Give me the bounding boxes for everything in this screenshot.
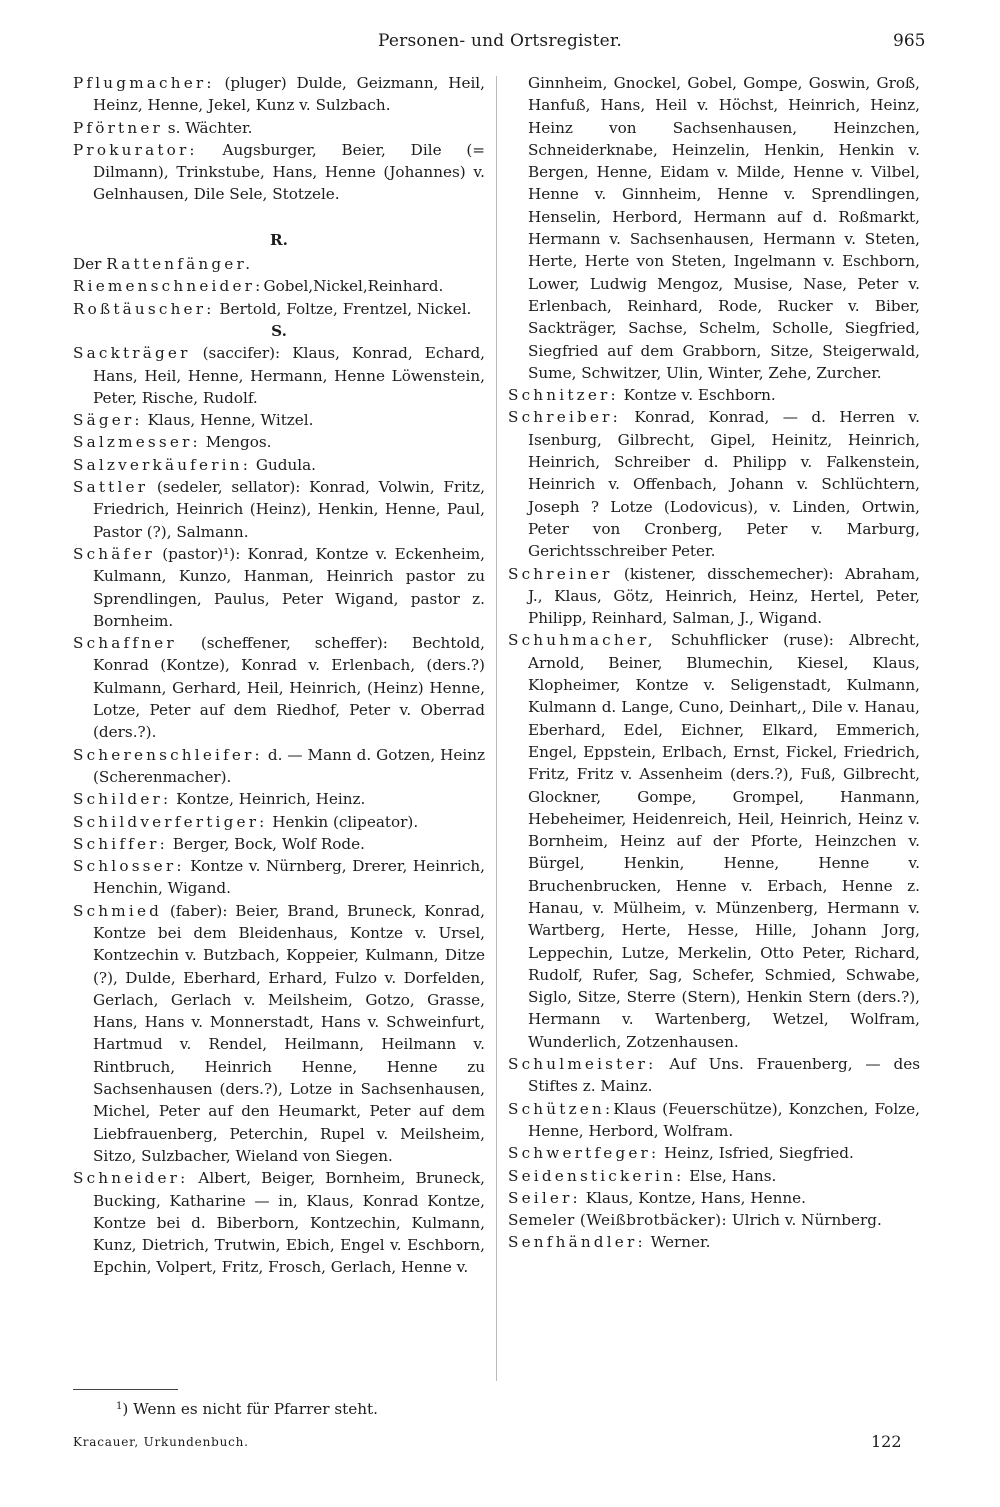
entry-names: (scheffener, scheffer): Bechtold, Konrad (Kontze), Konrad v. Erlenbach, (ders.?) Kulmann, Gerhard, Heil, Heinrich, (Heinz) Henne, Lotze, Peter auf dem Riedhof, Peter v. Oberrad (ders.?). — [93, 634, 485, 742]
footnote-rule — [73, 1389, 178, 1390]
entry-headword: Riemenschneider: — [73, 277, 264, 296]
entry-names: Kontze, Heinrich, Heinz. — [171, 790, 366, 809]
register-entry — [73, 744, 485, 789]
register-entry — [73, 72, 485, 117]
register-entry — [73, 117, 485, 139]
entry-headword: Semeler (Weißbrotbäcker): — [508, 1211, 728, 1230]
entry-headword: Schlosser: — [73, 857, 185, 876]
entry-names: Werner. — [645, 1233, 711, 1252]
entry-names: Albert, Beiger, Bornheim, Bruneck, Bucking, Katharine — in, Klaus, Konrad Kontze, Kontze bei d. Biberborn, Kontzechin, Kulmann, Kunz, Dietrich, Trutwin, Ebich, Engel v. Eschborn, Epchin, Volpert, Fritz, Frosch, Gerlach, Henne v. — [93, 1169, 485, 1277]
entry-headword: Rattenfänger. — [106, 255, 254, 274]
register-entry — [73, 139, 485, 206]
entry-names: Berger, Bock, Wolf Rode. — [167, 834, 365, 853]
entry-headword: Seiler: — [508, 1188, 581, 1207]
entry-headword: Schwertfeger: — [508, 1144, 660, 1163]
register-entry — [508, 1165, 920, 1187]
entry-headword: Seidenstickerin: — [508, 1166, 685, 1185]
entry-names: Gobel,Nickel,Reinhard. — [263, 277, 444, 296]
entry-headword: Schildverfertiger: — [73, 812, 268, 831]
entry-headword: Schreiner — [508, 564, 613, 583]
entry-names: (faber): Beier, Brand, Bruneck, Konrad, Kontze bei dem Bleidenhaus, Kontze v. Ursel, Kontzechin v. Butzbach, Koppeier, Kulmann, Ditze (?), Dulde, Eberhard, Erhard, Fulzo v. Dorfelden, Gerlach, Gerlach v. Meilsheim, Gotzo, Grasse, Hans, Hans v. Monnerstadt, Hans v. Schweinfurt, Hartmud v. Rendel, Heilmann, Heilmann v. Rintbruch, Heinrich Henne, Henne zu Sachsenhausen (ders.?), Lotze in Sachsenhausen, Michel, Peter auf den Heumarkt, Peter auf dem Liebfrauenberg, Peterchin, Rupel v. Meilsheim, Sitzo, Sulzbacher, Wieland von Siegen. — [93, 901, 485, 1165]
footnote-text: ) Wenn es nicht für Pfarrer steht. — [122, 1400, 378, 1418]
entry-names: Bertold, Foltze, Frentzel, Nickel. — [214, 299, 472, 318]
entry-headword: Salzmesser: — [73, 433, 201, 452]
entry-headword: Sackträger — [73, 344, 191, 363]
register-entry — [508, 563, 920, 630]
entry-names: Kontze v. Nürnberg, Drerer, Heinrich, Henchin, Wigand. — [93, 857, 485, 898]
register-entry — [73, 632, 485, 743]
entry-names: Henkin (clipeator). — [267, 812, 419, 831]
register-entry — [508, 1209, 920, 1231]
entry-headword: Schiffer: — [73, 834, 168, 853]
entry-names: Else, Hans. — [684, 1166, 777, 1185]
entry-headword: Senfhändler: — [508, 1233, 646, 1252]
footer-sheet-number: 122 — [871, 1432, 902, 1451]
entry-names: Ulrich v. Nürnberg. — [727, 1211, 882, 1230]
footer-source: Kracauer, Urkundenbuch. — [73, 1435, 249, 1449]
entry-names: Klaus (Feuerschütze), Konzchen, Folze, Henne, Herbord, Wolfram. — [528, 1099, 920, 1140]
entry-prefix: Der — [73, 255, 107, 274]
entry-headword: Schmied — [73, 901, 163, 920]
column-divider — [496, 76, 497, 1381]
entry-names: (pastor)¹): Konrad, Kontze v. Eckenheim, Kulmann, Kunzo, Hanman, Heinrich pastor zu Sprendlingen, Paulus, Peter Wigand, pastor z. Bornheim. — [93, 544, 485, 630]
register-entry — [73, 454, 485, 476]
entry-headword: Säger: — [73, 411, 143, 430]
entry-headword: Roßtäuscher: — [73, 299, 215, 318]
register-entry — [73, 342, 485, 409]
register-entry — [73, 900, 485, 1168]
entry-names: (kistener, disschemecher): Abraham, J., Klaus, Götz, Heinrich, Heinz, Hertel, Peter, Philipp, Reinhard, Salman, J., Wigand. — [528, 564, 920, 628]
entry-headword: Schaffner — [73, 634, 177, 653]
register-entry — [73, 833, 485, 855]
entry-names: Mengos. — [200, 433, 272, 452]
register-entry — [508, 406, 920, 562]
footnote-mark: 1 — [116, 1401, 123, 1412]
entry-names: Klaus, Kontze, Hans, Henne. — [580, 1188, 806, 1207]
section-letter: S. — [271, 321, 287, 340]
register-column-left — [73, 72, 485, 1279]
entry-headword: Prokurator: — [73, 140, 198, 159]
register-entry — [508, 1187, 920, 1209]
register-entry — [73, 543, 485, 632]
entry-headword: Pflugmacher: — [73, 74, 215, 92]
entry-headword: Schilder: — [73, 790, 172, 809]
entry-headword: Schulmeister: — [508, 1055, 657, 1074]
entry-names: s. Wächter. — [162, 118, 253, 137]
register-entry — [508, 1142, 920, 1164]
entry-names: Ginnheim, Gnockel, Gobel, Gompe, Goswin, Groß, Hanfuß, Hans, Heil v. Höchst, Heinrich, Heinz, Heinz von Sachsenhausen, Heinzchen, Schneiderknabe, Heinzelin, Henkin, Henkin v. Bergen, Henne, Eidam v. Milde, Henne v. Vilbel, Henne v. Ginnheim, Henne v. Sprendlingen, Henselin, Herbord, Hermann auf d. Roßmarkt, Hermann v. Sachsenhausen, Hermann v. Steten, Herte, Herte von Steten, Ingelmann v. Eschborn, Lower, Ludwig Mengoz, Musise, Nase, Peter v. Erlenbach, Reinhard, Rode, Rucker v. Biber, Sackträger, Sachse, Schelm, Scholle, Siegfried, Siegfried auf dem Grabborn, Sitze, Steigerwald, Sume, Schwitzer, Ulin, Winter, Zehe, Zurcher. — [528, 74, 920, 382]
register-entry-continuation — [508, 72, 920, 384]
register-entry — [508, 384, 920, 406]
entry-headword: Schnitzer: — [508, 386, 619, 405]
register-entry — [508, 629, 920, 1053]
register-entry — [73, 788, 485, 810]
register-entry — [508, 1053, 920, 1098]
register-entry — [73, 476, 485, 543]
register-entry — [73, 409, 485, 431]
entry-headword: Salzverkäuferin: — [73, 455, 252, 474]
page-header-title: Personen- und Ortsregister. — [378, 31, 622, 51]
section-letter: R. — [270, 230, 288, 249]
register-entry — [73, 298, 485, 320]
entry-names: (pluger) Dulde, Geizmann, Heil, Heinz, Henne, Jekel, Kunz v. Sulzbach. — [93, 74, 485, 115]
entry-names: Schuhflicker (ruse): Albrecht, Arnold, Beiner, Blumechin, Kiesel, Klaus, Klopheimer, Kontze v. Seligenstadt, Kulmann, Kulmann d. Lange, Cuno, Deinhart,, Dile v. Hanau, Eberhard, Edel, Eichner, Elkard, Emmerich, Engel, Eppstein, Erlbach, Ernst, Fickel, Friedrich, Fritz, Fritz v. Assenheim (ders.?), Fuß, Gilbrecht, Glockner, Gompe, Grompel, Hanmann, Hebeheimer, Heidenreich, Heil, Heinrich, Heinz v. Bornheim, Heinz auf der Pforte, Heinzchen v. Bürgel, Henkin, Henne, Henne v. Bruchenbrucken, Henne v. Erbach, Henne z. Hanau, v. Mülheim, v. Münzenberg, Hermann v. Wartberg, Herte, Hesse, Hille, Johann Jorg, Leppechin, Lutze, Merkelin, Otto Peter, Richard, Rudolf, Rufer, Sag, Schefer, Schmied, Schwabe, Siglo, Sitze, Sterre (Stern), Henkin Stern (ders.?), Hermann v. Wartenberg, Wetzel, Wolfram, Wunderlich, Zotzenhausen. — [528, 631, 920, 1051]
register-entry — [73, 253, 485, 275]
entry-headword: Schützen: — [508, 1099, 614, 1118]
entry-names: (saccifer): Klaus, Konrad, Echard, Hans, Heil, Henne, Hermann, Henne Löwenstein, Peter, Rische, Rudolf. — [93, 344, 485, 407]
entry-names: (sedeler, sellator): Konrad, Volwin, Fritz, Friedrich, Heinrich (Heinz), Henkin, Henne, Paul, Pastor (?), Salmann. — [93, 478, 485, 541]
entry-names: d. — Mann d. Gotzen, Heinz (Scherenmacher). — [93, 745, 485, 786]
entry-headword: Schäfer — [73, 544, 156, 563]
entry-names: Kontze v. Eschborn. — [618, 386, 776, 405]
footnote — [116, 1400, 378, 1418]
entry-names: Klaus, Henne, Witzel. — [142, 411, 314, 430]
register-entry — [73, 1167, 485, 1278]
register-entry — [73, 431, 485, 453]
entry-names: Gudula. — [251, 455, 317, 474]
register-entry — [73, 855, 485, 900]
entry-headword: Schreiber: — [508, 408, 621, 427]
entry-headword: Sattler — [73, 478, 149, 497]
entry-names: Konrad, Konrad, — d. Herren v. Isenburg, Gilbrecht, Gipel, Heinitz, Heinrich, Heinrich, Schreiber d. Philipp v. Falkenstein, Heinrich v. Offenbach, Johann v. Schlüchtern, Joseph ? Lotze (Lodovicus), v. Linden, Ortwin, Peter von Cronberg, Peter v. Marburg, Gerichtsschreiber Peter. — [528, 408, 920, 561]
register-entry — [73, 275, 485, 297]
register-column-right — [508, 72, 920, 1254]
entry-names: Heinz, Isfried, Siegfried. — [659, 1144, 854, 1163]
entry-headword: Schuhmacher, — [508, 631, 656, 650]
entry-names: Auf Uns. Frauenberg, — des Stiftes z. Mainz. — [528, 1055, 920, 1096]
page-number: 965 — [893, 31, 926, 51]
entry-names: Augsburger, Beier, Dile (= Dilmann), Trinkstube, Hans, Henne (Johannes) v. Gelnhausen, Dile Sele, Stotzele. — [93, 140, 485, 204]
register-entry — [73, 811, 485, 833]
entry-headword: Pförtner — [73, 118, 163, 137]
entry-headword: Scherenschleifer: — [73, 745, 263, 764]
register-entry — [508, 1098, 920, 1143]
entry-headword: Schneider: — [73, 1169, 189, 1188]
register-entry — [508, 1231, 920, 1253]
